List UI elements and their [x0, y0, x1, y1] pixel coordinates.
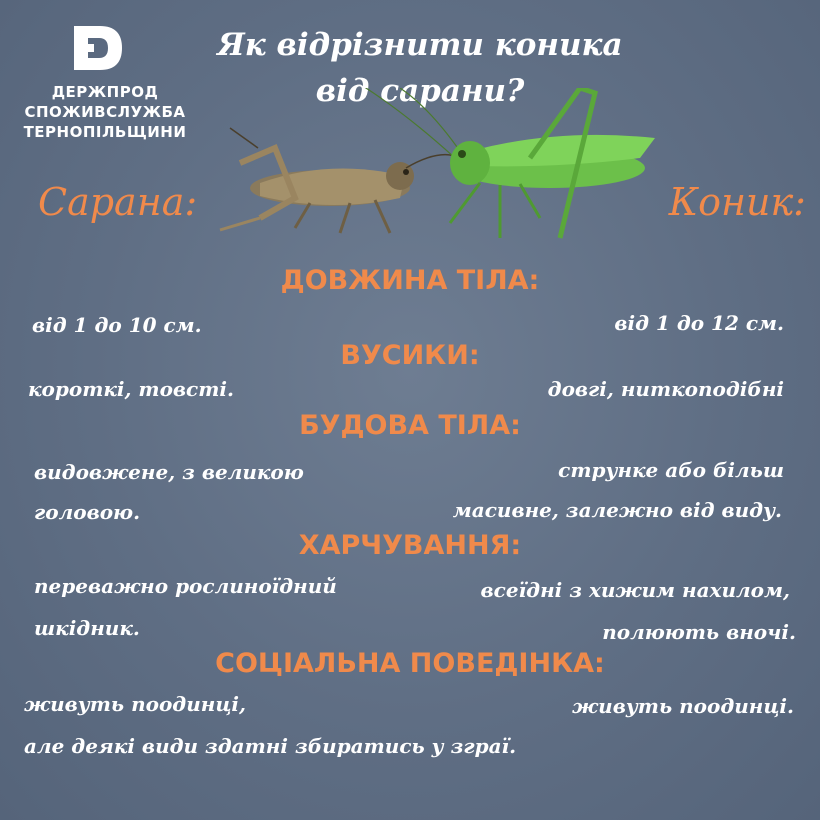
locust-social-line-2: але деякі види здатні збиратись у зграї.	[24, 734, 517, 758]
section-heading-social: СОЦІАЛЬНА ПОВЕДІНКА:	[215, 648, 605, 679]
locust-antennae: короткі, товсті.	[28, 377, 234, 401]
locust-social-line-1: живуть поодинці,	[24, 692, 246, 716]
locust-diet-line-2: шкідник.	[34, 616, 140, 640]
section-heading-length: ДОВЖИНА ТІЛА:	[280, 265, 540, 296]
org-line-3: ТЕРНОПІЛЬЩИНИ	[23, 123, 187, 141]
section-heading-antennae: ВУСИКИ:	[340, 340, 480, 371]
section-heading-body: БУДОВА ТІЛА:	[299, 410, 521, 441]
grasshopper-length: від 1 до 12 см.	[614, 311, 784, 335]
logo-d-icon	[70, 24, 126, 72]
grasshopper-social: живуть поодинці.	[572, 694, 794, 718]
label-grasshopper: Коник:	[668, 180, 806, 224]
grasshopper-diet-line-2: полюють вночі.	[602, 620, 796, 644]
grasshopper-antennae: довгі, ниткоподібні	[547, 377, 784, 401]
section-heading-diet: ХАРЧУВАННЯ:	[298, 530, 522, 561]
title-line-1: Як відрізнити коника	[217, 27, 623, 63]
grasshopper-diet-line-1: всеїдні з хижим нахилом,	[480, 578, 790, 602]
grasshopper-body-line-1: струнке або більш	[558, 458, 784, 482]
locust-length: від 1 до 10 см.	[32, 313, 202, 337]
locust-image	[220, 128, 460, 233]
locust-diet-line-1: переважно рослиноїдний	[34, 574, 337, 598]
org-line-1: ДЕРЖПРОД	[51, 83, 159, 101]
insects-illustration	[200, 88, 660, 248]
locust-body-line-2: головою.	[34, 500, 141, 524]
locust-body-line-1: видовжене, з великою	[34, 460, 304, 484]
grasshopper-body-line-2: масивне, залежно від виду.	[452, 498, 782, 522]
org-line-2: СПОЖИВСЛУЖБА	[24, 103, 186, 121]
title-line-2: від сарани?	[315, 73, 525, 109]
label-locust: Сарана:	[38, 180, 198, 224]
